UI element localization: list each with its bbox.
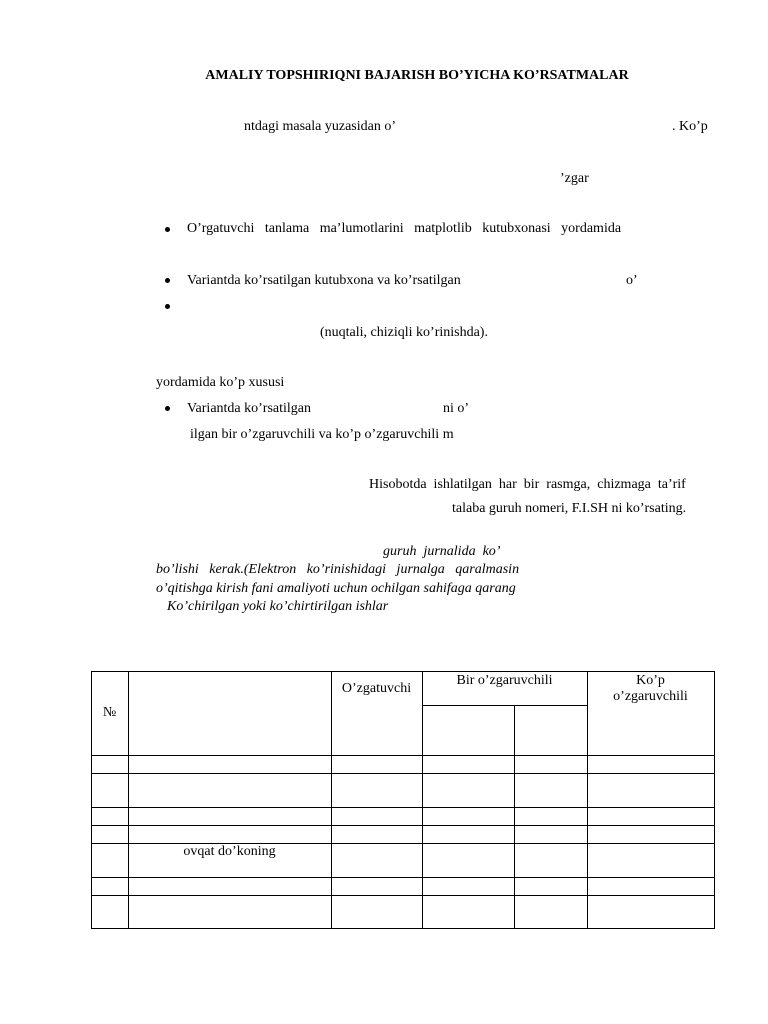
table-border — [91, 843, 715, 844]
table-border — [91, 807, 715, 808]
document-title: AMALIY TOPSHIRIQNI BAJARISH BO’YICHA KO’RSATMALAR — [205, 68, 629, 83]
text-line: (nuqtali, chiziqli ko’rinishda). — [320, 325, 488, 340]
table-cell: ovqat do’koning — [183, 844, 276, 859]
italic-line: guruh jurnalida ko’ — [383, 544, 501, 559]
table-header-variable: O’zgatuvchi — [341, 681, 412, 696]
text-line: talaba guruh nomeri, F.I.SH ni ko’rsating. — [452, 501, 687, 516]
italic-line: bo’lishi kerak.(Elektron ko’rinishidagi jurnalga qaralmasin — [156, 562, 520, 577]
bullet-text: O’rgatuvchi tanlama ma’lumotlarini matplotlib kutubxonasi yordamida — [187, 221, 622, 236]
bullet-text: Variantda ko’rsatilgan — [187, 401, 312, 416]
table-header-number: № — [102, 705, 117, 720]
table-header-multi-variable: Ko’p — [636, 673, 665, 688]
table-header-single-variable: Bir o’zgaruvchili — [456, 673, 553, 688]
text-line: ni o’ — [443, 401, 470, 416]
table-header-multi-variable: o’zgaruvchili — [613, 689, 688, 704]
table-border — [587, 671, 588, 929]
italic-line: Ko’chirilgan yoki ko’chirtirilgan ishlar — [167, 599, 389, 614]
table-border — [91, 755, 715, 756]
text-line: . Ko’p — [672, 119, 708, 134]
table-border — [422, 671, 423, 929]
bullet-text: Variantda ko’rsatilgan kutubxona va ko’rsatilgan — [187, 273, 461, 288]
bullet-icon — [165, 406, 170, 411]
table-border — [91, 671, 715, 672]
bullet-icon — [165, 227, 170, 232]
table-border — [91, 773, 715, 774]
table-border — [91, 671, 92, 929]
text-line: ilgan bir o’zgaruvchili va ko’p o’zgaruvchili m — [190, 427, 454, 442]
bullet-icon — [165, 304, 170, 309]
text-line: yordamida ko’p xususi — [156, 375, 285, 390]
table-border — [714, 671, 715, 929]
text-line: o’ — [626, 273, 638, 288]
italic-line: o’qitishga kirish fani amaliyoti uchun ochilgan sahifaga qarang — [156, 581, 516, 596]
table-border — [514, 705, 515, 929]
bullet-icon — [165, 278, 170, 283]
table-border — [91, 928, 715, 929]
table-border — [422, 705, 587, 706]
table-border — [128, 671, 129, 929]
table-border — [331, 671, 332, 929]
table-border — [91, 877, 715, 878]
table-border — [91, 825, 715, 826]
text-line: ’zgar — [560, 171, 589, 186]
text-line: Hisobotda ishlatilgan har bir rasmga, chizmaga ta’rif — [369, 477, 686, 492]
text-line: ntdagi masala yuzasidan o’ — [244, 119, 397, 134]
table-border — [91, 895, 715, 896]
